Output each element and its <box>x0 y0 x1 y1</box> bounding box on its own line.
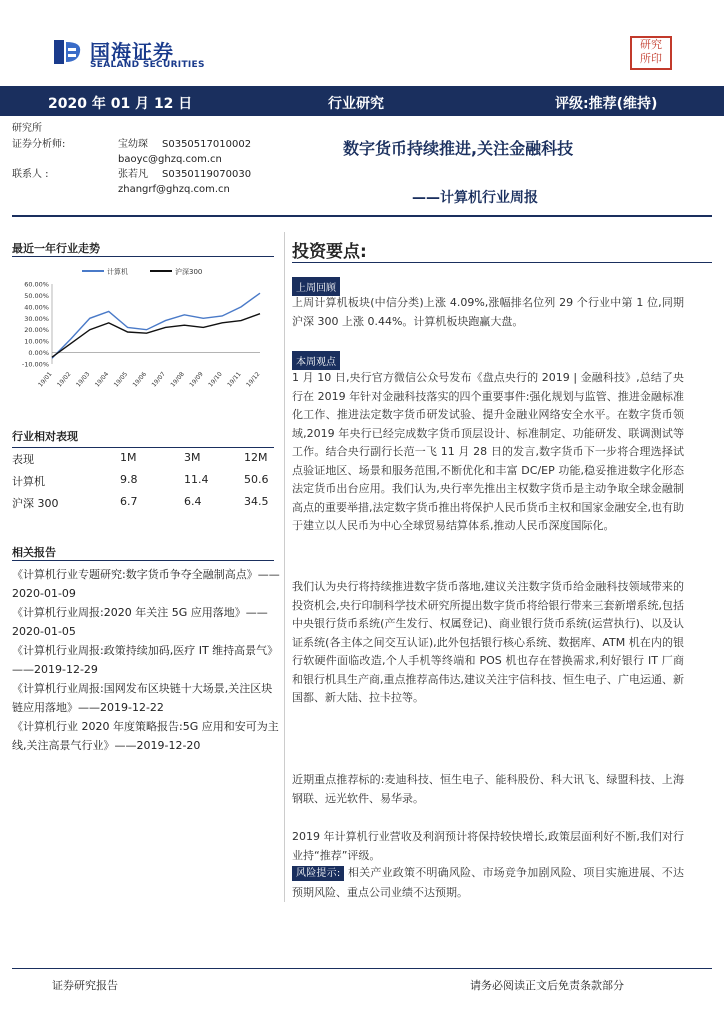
x-tick-label: 19/08 <box>169 370 186 389</box>
series-line <box>52 293 260 358</box>
analyst-email[interactable]: baoyc@ghzq.com.cn <box>118 154 222 165</box>
risk-text: 相关产业政策不明确风险、市场竞争加剧风险、项目实施进展、不达预期风险、重点公司业绩不达预期。 <box>292 866 685 899</box>
trend-divider <box>12 256 274 257</box>
company-logo <box>52 36 205 76</box>
series-line <box>52 314 260 357</box>
x-tick-label: 19/12 <box>245 370 262 389</box>
related-divider <box>12 560 274 561</box>
contact-id: S0350119070030 <box>162 169 252 180</box>
view-text-3: 近期重点推荐标的:麦迪科技、恒生电子、能科股份、科大讯飞、绿盟科技、上海钢联、远光软件、易华录。 <box>292 773 684 805</box>
y-tick-label: 20.00% <box>24 326 49 335</box>
table-header-cell: 表现 <box>12 453 34 466</box>
report-date: 2020 年 01 月 12 日 <box>48 96 193 112</box>
related-report-item[interactable]: 《计算机行业周报:政策持续加码,医疗 IT 维持高景气》——2019-12-29 <box>12 644 279 676</box>
related-report-item[interactable]: 《计算机行业周报:2020 年关注 5G 应用落地》——2020-01-05 <box>12 606 268 638</box>
trend-heading: 最近一年行业走势 <box>12 242 100 255</box>
x-tick-label: 19/01 <box>37 370 54 389</box>
title-divider <box>12 215 712 217</box>
report-rating: 评级:推荐(维持) <box>555 96 658 112</box>
contact-label: 联系人 : <box>12 169 49 180</box>
contact-email[interactable]: zhangrf@ghzq.com.cn <box>118 184 230 195</box>
table-cell: 计算机 <box>12 475 45 488</box>
legend-label: 计算机 <box>107 268 128 276</box>
analyst-id: S0350517010002 <box>162 139 252 150</box>
view-tag: 本周观点 <box>292 351 340 370</box>
y-tick-label: 30.00% <box>24 314 49 323</box>
footer-right: 请务必阅读正文后免责条款部分 <box>470 979 624 992</box>
x-tick-label: 19/04 <box>93 370 111 389</box>
analyst-name: 宝幼琛 <box>118 139 148 150</box>
review-text: 上周计算机板块(中信分类)上涨 4.09%,涨幅排名位列 29 个行业中第 1 位,同期沪深 300 上涨 0.44%。计算机板块跑赢大盘。 <box>292 296 684 328</box>
performance-heading: 行业相对表现 <box>12 430 78 443</box>
invest-divider <box>292 262 712 263</box>
y-tick-label: 50.00% <box>24 291 49 300</box>
risk-paragraph <box>292 864 684 902</box>
related-heading: 相关报告 <box>12 546 56 559</box>
header-banner <box>0 86 724 116</box>
analyst-label: 证券分析师: <box>12 139 66 150</box>
table-header-cell: 12M <box>244 451 268 464</box>
performance-table <box>12 447 274 514</box>
x-tick-label: 19/11 <box>226 370 243 389</box>
chart-lines <box>52 293 260 358</box>
y-tick-label: 0.00% <box>28 349 49 358</box>
legend-label: 沪深300 <box>175 268 203 276</box>
review-paragraph <box>292 294 684 331</box>
footer-left: 证券研究报告 <box>52 979 118 992</box>
table-cell: 34.5 <box>244 495 269 508</box>
y-tick-label: 60.00% <box>24 280 49 289</box>
seal-stamp-icon: 研究 所印 <box>630 36 672 70</box>
y-tick-label: 40.00% <box>24 303 49 312</box>
risk-tag: 风险提示: <box>292 866 344 881</box>
report-title: 数字货币持续推进,关注金融科技 <box>343 139 574 158</box>
related-report-item[interactable]: 《计算机行业周报:国网发布区块链十大场景,关注区块链应用落地》——2019-12-22 <box>12 682 273 714</box>
x-tick-label: 19/05 <box>112 370 130 389</box>
table-row <box>12 492 274 514</box>
table-row <box>12 470 274 492</box>
table-cell: 6.7 <box>120 495 138 508</box>
chart-y-axis <box>22 281 52 369</box>
x-tick-label: 19/03 <box>74 370 92 389</box>
related-report-list <box>12 565 280 755</box>
table-header-cell: 1M <box>120 451 137 464</box>
x-tick-label: 19/06 <box>131 370 149 389</box>
footer-divider <box>12 968 712 969</box>
invest-heading: 投资要点: <box>292 242 367 262</box>
view-paragraph-3 <box>292 771 684 808</box>
chart-legend <box>82 267 202 276</box>
y-tick-label: 10.00% <box>24 337 49 346</box>
dept-label: 研究所 <box>12 123 42 134</box>
logo-en-text: SEALAND SECURITIES <box>90 60 205 70</box>
table-cell: 9.8 <box>120 473 138 486</box>
table-cell: 6.4 <box>184 495 202 508</box>
related-report-item[interactable]: 《计算机行业 2020 年度策略报告:5G 应用和安可为主线,关注高景气行业》——2019-12-20 <box>12 720 279 752</box>
table-cell: 50.6 <box>244 473 269 486</box>
x-tick-label: 19/09 <box>188 370 205 389</box>
view-paragraph-4 <box>292 828 684 865</box>
view-paragraph-2 <box>292 578 684 708</box>
table-header-row <box>12 448 274 470</box>
table-cell: 11.4 <box>184 473 209 486</box>
x-tick-label: 19/02 <box>55 370 73 389</box>
view-text-1: 1 月 10 日,央行官方微信公众号发布《盘点央行的 2019 | 金融科技》,总结了央行在 2019 年针对金融科技落实的四个重要事件:强化规划与监管、推进金融标准化工作、推进法定数字货币研发试验、提升金融业网络安全水平。在数字货币领域,2019 年央行已经完成数字货币顶层设计、标准制定、功能研发、联调测试等工作。结合央行副行长范一飞 11 月 28 日的发言,数字货币下一步将合理选择试点验证地区、场景和服务范围,不断优化和丰富 DC/EP 功能,稳妥推进数字化形态法定货币出台应用。我们认为,央行率先推出主权数字货币是主动争取全球金融制高点的重要举措,法定数字货币推出将保护人民币货币主权和国家金融安全,也有助于建立以人民币为中心全球贸易结算体系,推动人民币深度国际化。 <box>292 371 684 532</box>
x-tick-label: 19/07 <box>150 370 167 389</box>
y-tick-label: -10.00% <box>21 360 49 369</box>
view-paragraph-1 <box>292 369 684 536</box>
view-text-2: 我们认为央行将持续推进数字货币落地,建议关注数字货币给金融科技领域带来的投资机会,央行印制科学技术研究所提出数字货币将给银行带来三套新增系统,包括中央银行货币系统(产生发行、权属登记)、商业银行货币系统(运营执行)、以及认证系统(各主体之间交互认证),此外包括银行核心系统、数据库、ATM 机在内的银行软硬件面临改造,个人手机等终端和 POS 机也存在替换需求,利好银行 IT 厂商和银行机具生产商,重点推荐高伟达,建议关注宇信科技、恒生电子、广电运通、新国都、新大陆、拉卡拉等。 <box>292 580 684 704</box>
logo-mark-icon <box>52 36 84 68</box>
review-tag: 上周回顾 <box>292 277 340 296</box>
x-tick-label: 19/10 <box>207 370 224 389</box>
view-text-4: 2019 年计算机行业营收及利润预计将保持较快增长,政策层面利好不断,我们对行业持“推荐”评级。 <box>292 830 684 862</box>
logo-cn-text: 国海证券 <box>90 40 174 64</box>
contact-name: 张若凡 <box>118 169 148 180</box>
related-report-item[interactable]: 《计算机行业专题研究:数字货币争夺全融制高点》——2020-01-09 <box>12 568 280 600</box>
report-subtitle: ——计算机行业周报 <box>412 190 538 206</box>
report-category: 行业研究 <box>328 96 384 112</box>
chart-x-axis <box>37 353 262 389</box>
table-cell: 沪深 300 <box>12 497 59 510</box>
trend-chart <box>12 260 274 400</box>
column-divider <box>284 232 285 902</box>
table-header-cell: 3M <box>184 451 201 464</box>
